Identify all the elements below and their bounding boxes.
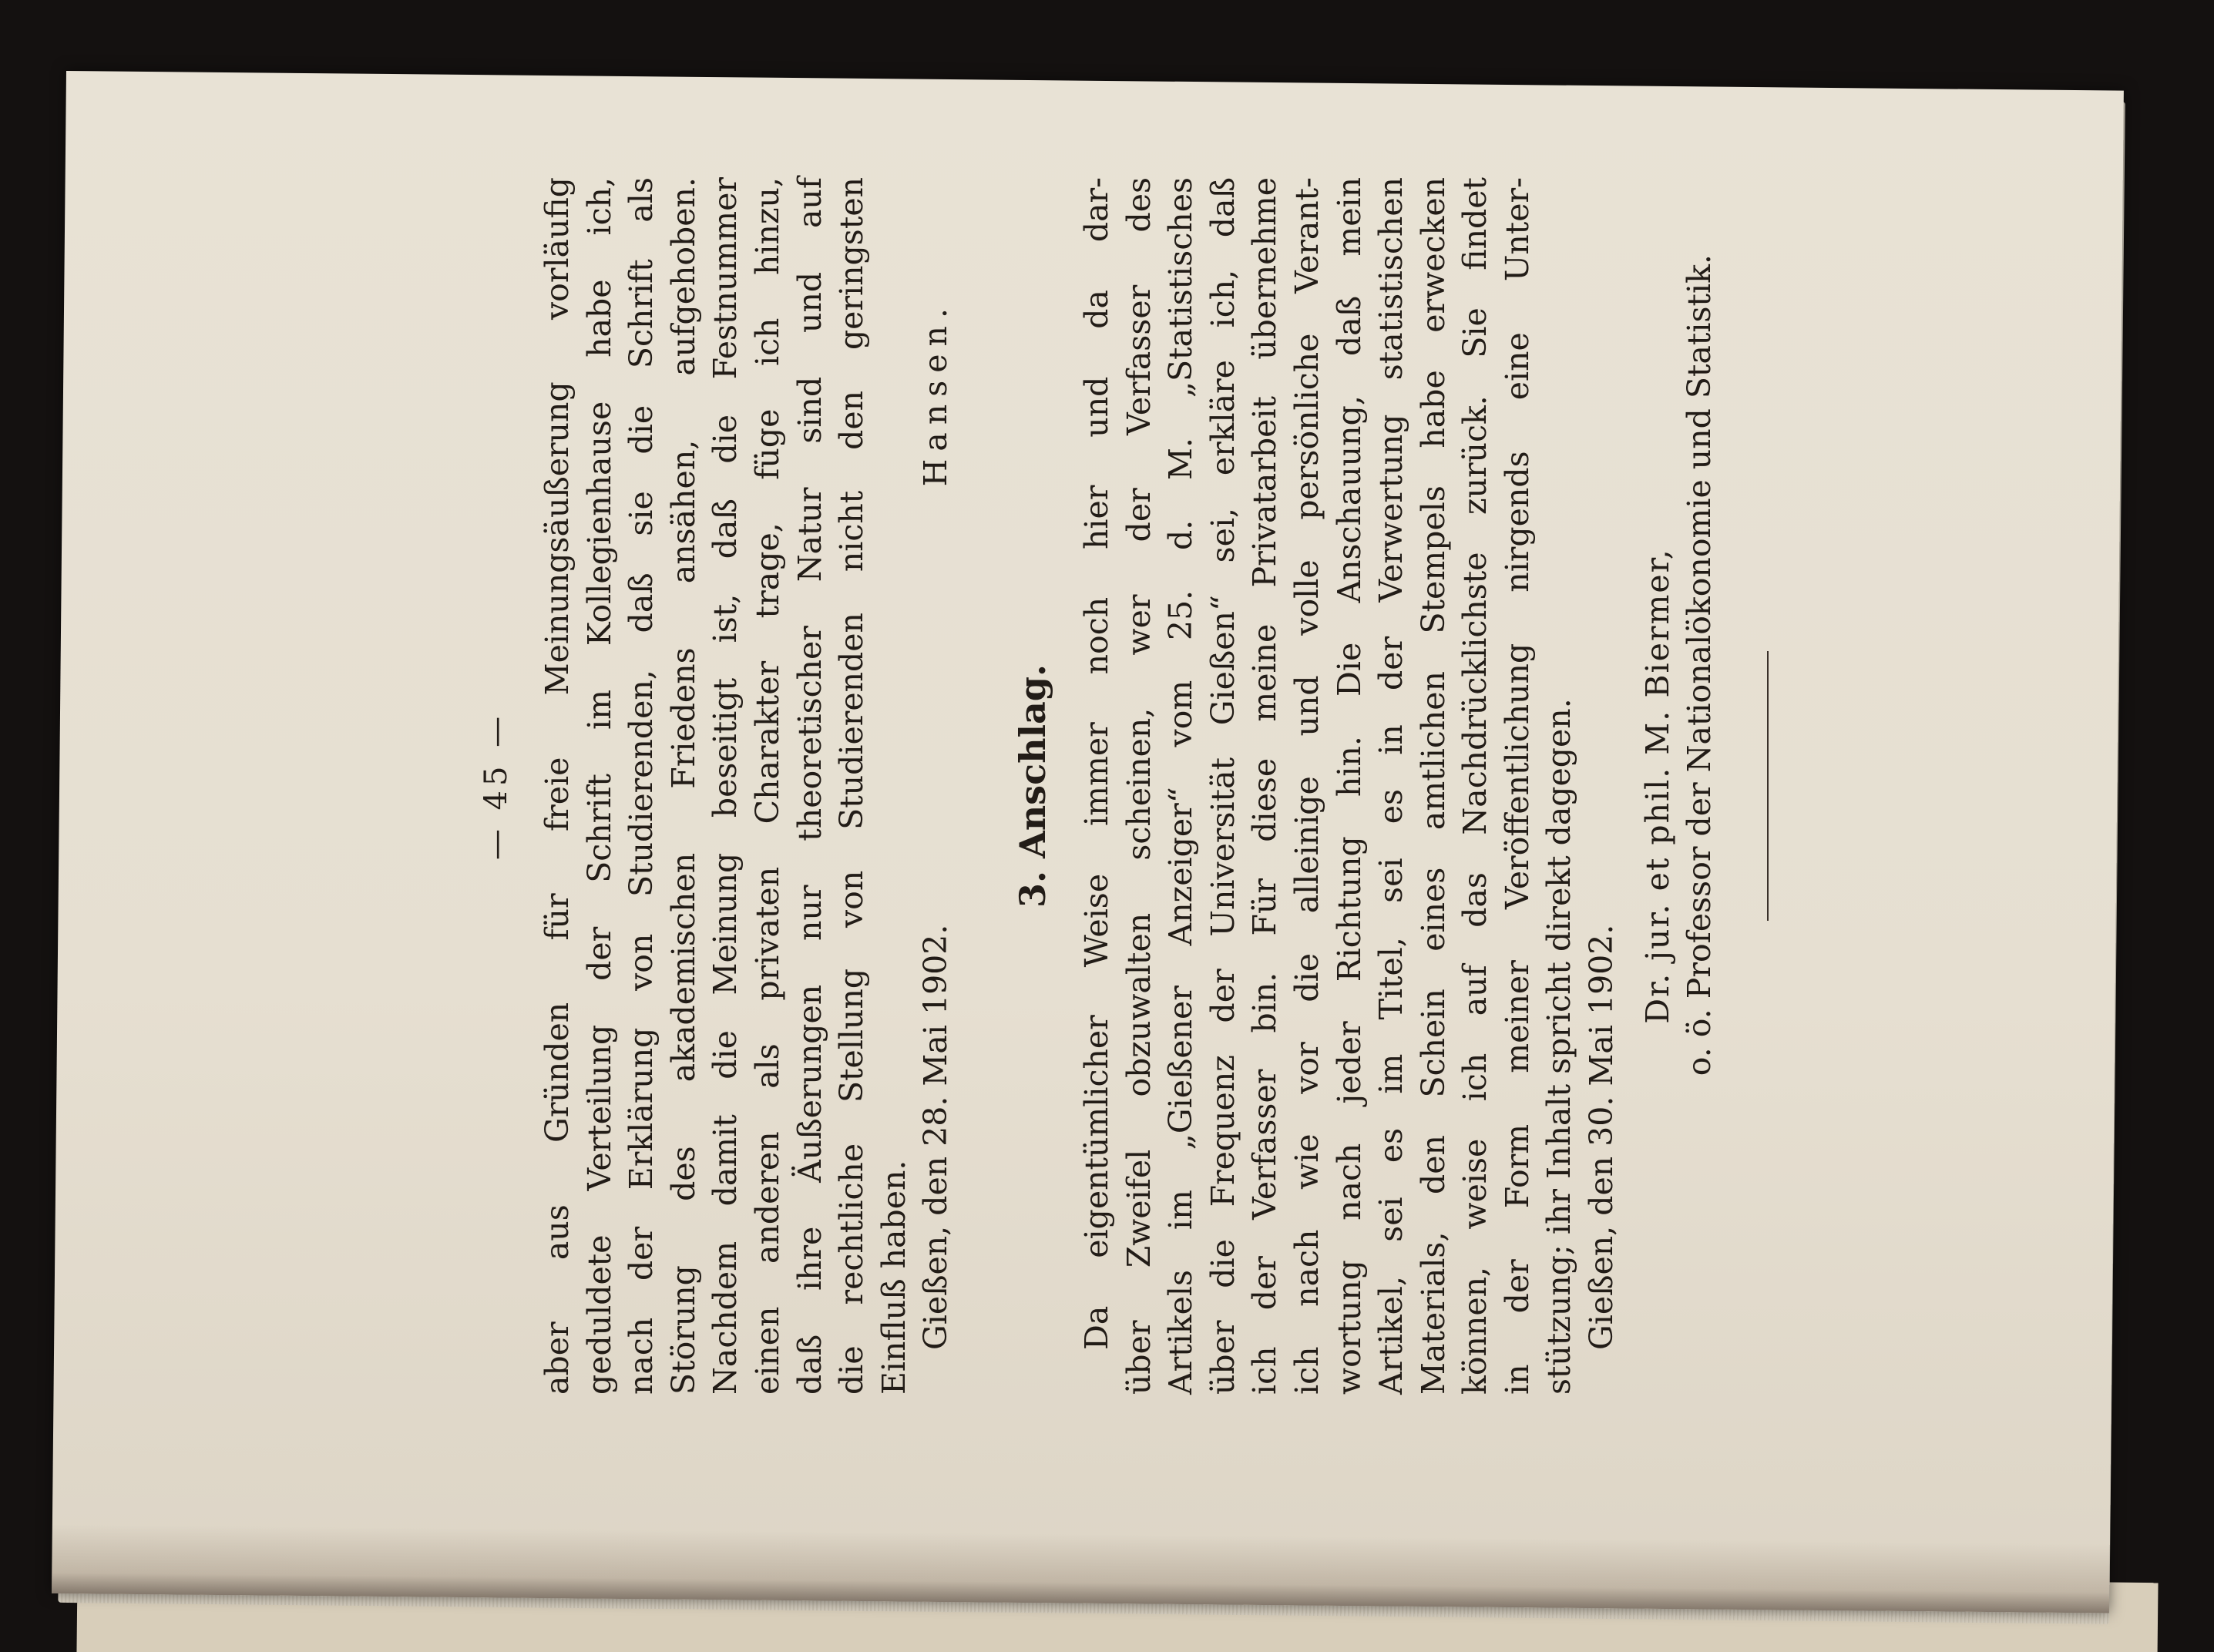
text-line: Artikel, sei es im Titel, sei es in der Verwertung statistischen [1372,177,1410,1395]
page-text-block [470,177,1734,1395]
signature-name: Hansen. [917,301,955,487]
text-line: nach der Erklärung von Studierenden, daß sie die Schrift als [623,177,660,1395]
text-line: über Zweifel obzuwalten scheinen, wer der Verfasser des [1120,177,1157,1395]
text-line: geduldete Verteilung der Schrift im Kollegienhause habe ich, [580,177,618,1395]
closing-rule [1767,651,1769,921]
text-line: einen anderen als privaten Charakter trage, füge ich hinzu, [748,177,786,1395]
signatory-title: o. ö. Professor der Nationalökonomie und Statistik. [1681,254,1718,1076]
text-line: die rechtliche Stellung von Studierenden nicht den geringsten [833,177,871,1395]
dateline-1 [915,177,957,1395]
text-line: Da eigentümlicher Weise immer noch hier und da dar- [1077,177,1115,1350]
text-line: Materials, den Schein eines amtlichen Stempels habe erwecken [1414,177,1452,1395]
paragraph-1 [536,177,915,1395]
text-line: über die Frequenz der Universität Gießen“ sei, erkläre ich, daß [1204,177,1241,1395]
text-line: wortung nach jeder Richtung hin. Die Anschauung, daß mein [1330,177,1368,1395]
text-line: daß ihre Äußerungen nur theoretischer Natur sind und auf [791,177,828,1395]
page-number: — 45 — [479,711,514,861]
date-text: Gießen, den 28. Mai 1902. [917,924,955,1350]
text-line: aber aus Gründen für freie Meinungsäußerung vorläufig [539,177,576,1395]
section-heading: 3. Anschlag. [1011,664,1053,908]
text-line: können, weise ich auf das Nachdrücklichste zurück. Sie findet [1456,177,1494,1395]
text-line: Störung des akademischen Friedens ansähen, aufgehoben. [664,177,702,1395]
text-line: ich nach wie vor die alleinige und volle persönliche Verant- [1288,177,1325,1395]
text-line: in der Form meiner Veröffentlichung nirgends eine Unter- [1498,177,1536,1395]
dateline-2: Gießen, den 30. Mai 1902. [1583,924,1621,1350]
text-line: Einfluß haben. [875,1160,912,1395]
text-line: stützung; ihr Inhalt spricht direkt dagegen. [1540,698,1578,1395]
paragraph-2 [1076,177,1581,1395]
text-line: ich der Verfasser bin. Für diese meine Privatarbeit übernehme [1246,177,1284,1395]
text-line: Artikels im „Gießener Anzeiger“ vom 25. d. M. „Statistisches [1162,177,1200,1395]
text-line: Nachdem damit die Meinung beseitigt ist, daß die Festnummer [707,177,744,1395]
signature-2: Dr. jur. et phil. M. Biermer, [1638,548,1676,1024]
